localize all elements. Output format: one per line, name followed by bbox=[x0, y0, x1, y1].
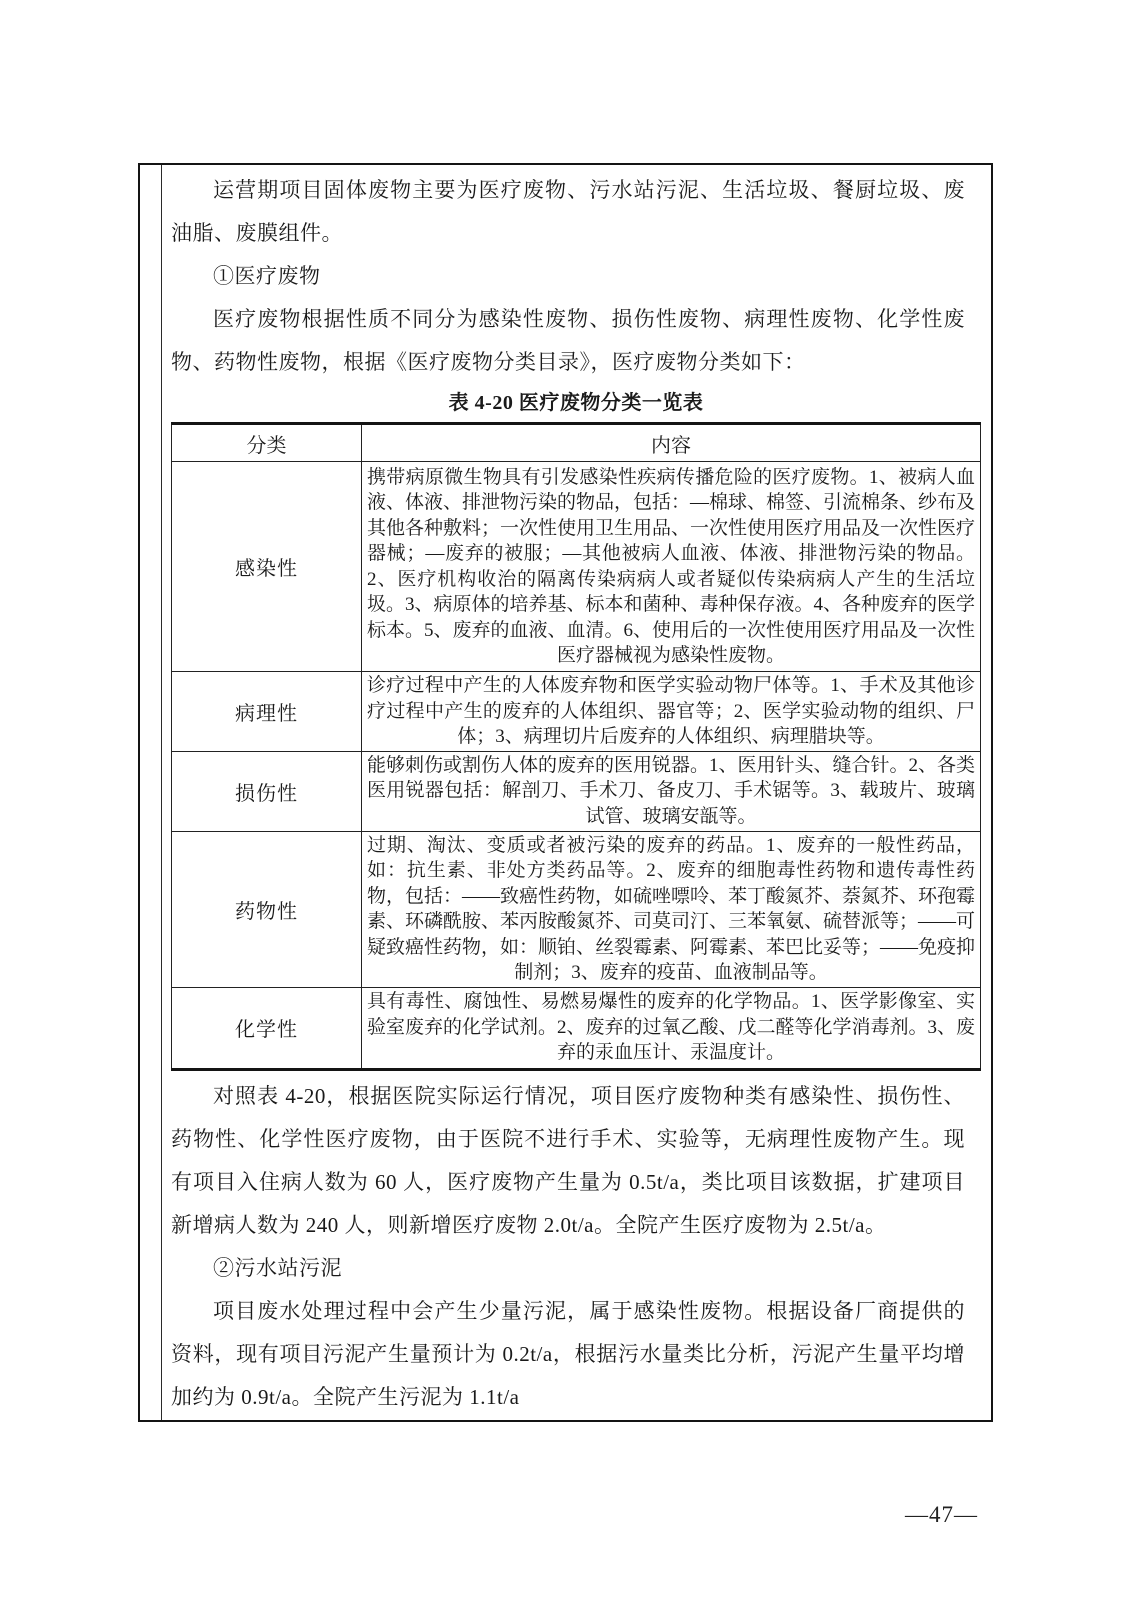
paragraph-comparison: 对照表 4-20，根据医院实际运行情况，项目医疗废物种类有感染性、损伤性、药物性、化学性医疗废物，由于医院不进行手术、实验等，无病理性废物产生。现有项目入住病人数为 60 人，医疗废物产生量为 0.5t/a，类比项目该数据，扩建项目新增病人数为 240 人，则新增医疗废物 2.0t/a。全院产生医疗废物为 2.5t/a。 bbox=[171, 1083, 965, 1237]
page-number: —47— bbox=[905, 1502, 978, 1527]
category-cell: 感染性 bbox=[172, 462, 362, 672]
table-title: 表 4-20 医疗废物分类一览表 bbox=[448, 392, 704, 414]
category-cell: 病理性 bbox=[172, 672, 362, 752]
medical-waste-table bbox=[171, 422, 981, 1071]
table-row bbox=[172, 462, 981, 672]
content-cell: 能够刺伤或割伤人体的废弃的医用锐器。1、医用针头、缝合针。2、各类医用锐器包括：解剖刀、手术刀、备皮刀、手术锯等。3、载玻片、玻璃试管、玻璃安瓿等。 bbox=[362, 751, 981, 831]
table-row bbox=[172, 672, 981, 752]
content-cell: 具有毒性、腐蚀性、易燃易爆性的废弃的化学物品。1、医学影像室、实验室废弃的化学试剂。2、废弃的过氧乙酸、戊二醛等化学消毒剂。3、废弃的汞血压计、汞温度计。 bbox=[362, 987, 981, 1069]
category-cell: 化学性 bbox=[172, 987, 362, 1069]
category-cell: 损伤性 bbox=[172, 751, 362, 831]
left-margin-cell bbox=[140, 165, 162, 1420]
category-cell: 药物性 bbox=[172, 831, 362, 987]
table-header-row bbox=[172, 424, 981, 462]
table-row bbox=[172, 751, 981, 831]
table-row bbox=[172, 831, 981, 987]
column-header-category: 分类 bbox=[172, 424, 362, 462]
document-content bbox=[162, 165, 991, 1420]
heading-sludge: ②污水站污泥 bbox=[213, 1255, 342, 1280]
content-cell: 诊疗过程中产生的人体废弃物和医学实验动物尸体等。1、手术及其他诊疗过程中产生的废弃的人体组织、器官等；2、医学实验动物的组织、尸体；3、病理切片后废弃的人体组织、病理腊块等。 bbox=[362, 672, 981, 752]
heading-medical-waste: ①医疗废物 bbox=[213, 264, 321, 288]
column-header-content: 内容 bbox=[362, 424, 981, 462]
content-cell: 携带病原微生物具有引发感染性疾病传播危险的医疗废物。1、被病人血液、体液、排泄物污染的物品，包括：—棉球、棉签、引流棉条、纱布及其他各种敷料；一次性使用卫生用品、一次性使用医疗用品及一次性医疗器械；—废弃的被服；—其他被病人血液、体液、排泄物污染的物品。2、医疗机构收治的隔离传染病病人或者疑似传染病病人产生的生活垃圾。3、病原体的培养基、标本和菌种、毒种保存液。4、各种废弃的医学标本。5、废弃的血液、血清。6、使用后的一次性使用医疗用品及一次性医疗器械视为感染性废物。 bbox=[362, 462, 981, 672]
paragraph-medical-waste-types: 医疗废物根据性质不同分为感染性废物、损伤性废物、病理性废物、化学性废物、药物性废物，根据《医疗废物分类目录》，医疗废物分类如下： bbox=[171, 307, 965, 374]
content-cell: 过期、淘汰、变质或者被污染的废弃的药品。1、废弃的一般性药品，如：抗生素、非处方类药品等。2、废弃的细胞毒性药物和遗传毒性药物，包括：——致癌性药物，如硫唑嘌呤、苯丁酸氮芥、萘氮芥、环孢霉素、环磷酰胺、苯丙胺酸氮芥、司莫司汀、三苯氧氨、硫替派等；——可疑致癌性药物，如：顺铂、丝裂霉素、阿霉素、苯巴比妥等；——免疫抑制剂；3、废弃的疫苗、血液制品等。 bbox=[362, 831, 981, 987]
content-frame bbox=[138, 163, 993, 1422]
table-row bbox=[172, 987, 981, 1069]
paragraph-sludge: 项目废水处理过程中会产生少量污泥，属于感染性废物。根据设备厂商提供的资料，现有项目污泥产生量预计为 0.2t/a，根据污水量类比分析，污泥产生量平均增加约为 0.9t/a。全院产生污泥为 1.1t/a bbox=[171, 1298, 965, 1409]
paragraph-operation-waste: 运营期项目固体废物主要为医疗废物、污水站污泥、生活垃圾、餐厨垃圾、废油脂、废膜组件。 bbox=[171, 178, 965, 245]
